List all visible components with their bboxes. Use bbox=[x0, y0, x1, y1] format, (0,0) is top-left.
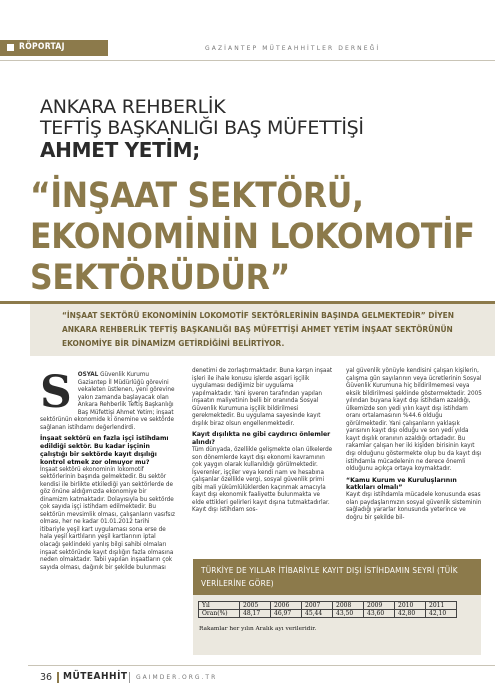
table-cell: 46,97 bbox=[271, 610, 302, 618]
data-table bbox=[198, 601, 457, 618]
headline-line-2: TEFTİŞ BAŞKANLIĞI BAŞ MÜFETTİŞİ bbox=[40, 117, 364, 139]
website-link[interactable]: GAIMDER.ORG.TR bbox=[136, 674, 218, 681]
footer-separator bbox=[129, 672, 130, 683]
table-cell: 43,60 bbox=[364, 610, 395, 618]
question-1: İnşaat sektörü en fazla işçi istihdamı edildiği sektör. Bu kadar işçinin çalıştığı bir sektörde kayıt dışılığı kontrol etmek zor olmuyor mu? bbox=[40, 435, 169, 466]
article-column-3 bbox=[346, 368, 482, 522]
table-cell: 45,44 bbox=[302, 610, 333, 618]
table-cell: 2011 bbox=[426, 602, 457, 610]
question-2: Kayıt dışılıkta ne gibi caydırıcı önlemler alındı? bbox=[192, 431, 331, 447]
table-cell: 2005 bbox=[240, 602, 271, 610]
headline-line-1: ANKARA REHBERLİK bbox=[40, 96, 226, 118]
page-number: 36 bbox=[40, 672, 53, 683]
footer-divider bbox=[28, 665, 495, 666]
lead-text: “İNŞAAT SEKTÖRÜ EKONOMİNİN LOKOMOTİF SEKTÖRLERİNİN BAŞINDA GELMEKTEDİR” DİYEN ANKARA REHBERLİK TEFTİŞ BAŞKANLIĞI BAŞ MÜFETTİŞİ AHMET YETİM İNŞAAT SEKTÖRÜNÜN EKONOMİYE BİR DİNAMİZM GETİRDİĞİNİ BELİRTİYOR. bbox=[62, 310, 454, 348]
answer-2: Tüm dünyada, özellikle gelişmekte olan ülkelerde son dönemlerde kayıt dışı ekonomi kavramının çok yaygın olarak kullanıldığı görülmektedir. İşverenler, işçiler veya kendi nam ve hesabına çalışanlar özellikle vergi, sosyal güvenlik primi gibi mali yükümlülüklerden kaçınmak amacıyla kayıt dışı ekonomik faaliyette bulunmakta ve elde ettikleri gelirleri kayıt dışına tutmaktadırlar. Kayıt dışı istihdam sos- bbox=[192, 446, 333, 514]
article-column-1 bbox=[40, 367, 176, 572]
section-tag bbox=[0, 40, 108, 56]
lead-box bbox=[30, 304, 495, 356]
table-cell: 2010 bbox=[395, 602, 426, 610]
section-label: RÖPORTAJ bbox=[19, 42, 65, 52]
table-row bbox=[199, 610, 457, 618]
table-cell: 42,10 bbox=[426, 610, 457, 618]
table-cell: 2007 bbox=[302, 602, 333, 610]
intro-text: Güvenlik Kurumu Gaziantep İl Müdürlüğü görevini vekaleten üstlenen, yeni görevine yakın zamanda başlayacak olan Ankara Rehberlik Teftiş Başkanlığı Baş Müfettişi Ahmet Yetim; inşaat sektörünün ekonomide ki önemine ve sektörde sağlanan istihdamı değerlendirdi. bbox=[40, 372, 175, 431]
headline-quote: “İNŞAAT SEKTÖRÜ, EKONOMİNİN LOKOMOTİF SEKTÖRÜDÜR” bbox=[30, 176, 475, 298]
organization-name: GAZİANTEP MÜTEAHHİTLER DERNEĞİ bbox=[205, 45, 381, 52]
answer-1-continued: denetimi de zorlaştırmaktadır. Buna karşın inşaat işleri ile ihale konusu işlerde asgari işçilik uygulaması dediğimiz bir uygulama yapılmaktadır. Yani işveren tarafından yapılan inşaatın maliyetinin belli bir oranında Sosyal Güvenlik Kurumuna işçilik bildirilmesi gerekmektedir. Bu uygulama sayesinde kayıt dışılık biraz olsun engellenmektedir. bbox=[192, 368, 333, 427]
table-cell: Oran(%) bbox=[199, 610, 240, 618]
header-divider bbox=[0, 60, 495, 61]
table-note: Rakamlar her yılın Aralık ayı verileridir. bbox=[199, 626, 317, 632]
table-cell: 2008 bbox=[333, 602, 364, 610]
square-icon bbox=[7, 44, 14, 51]
table-row bbox=[199, 602, 457, 610]
subheading: “Kamu Kurum ve Kuruluşlarının katkıları olmalı” bbox=[346, 476, 457, 492]
intro-bold: OSYAL bbox=[77, 372, 99, 378]
table-title: TÜRKİYE DE YILLAR İTİBARİYLE KAYIT DIŞI İSTİHDAMIN SEYRİ (TÜİK VERİLERİNE GÖRE) bbox=[201, 565, 458, 588]
drop-cap: S bbox=[40, 367, 72, 418]
table-header bbox=[193, 559, 481, 595]
article-column-2 bbox=[192, 368, 334, 515]
table-cell: 2006 bbox=[271, 602, 302, 610]
headline-name: AHMET YETİM; bbox=[40, 138, 200, 162]
table-cell: 43,50 bbox=[333, 610, 364, 618]
table-cell: Yıl bbox=[199, 602, 240, 610]
answer-2-continued: yal güvenlik yönüyle kendisini çalışan kişilerin, çalışma gün sayılarının veya ücretlerinin Sosyal Güvenlik Kurumuna hiç bildirilmemesi veya eksik bildirilmesi şeklinde göstermektedir. 2005 yılından buyana kayıt dışı istihdam azaldığı, ülkemizde son yedi yılın kayıt dışı istihdam oranı ortalamasının %44.6 olduğu görülmektedir. Yani çalışanların yaklaşık yarısının kayıt dışı olduğu ve son yedi yılda kayıt dışılık oranının azaldığı ortadadır. Bu rakamlar çalışan her iki kişiden birisinin kayıt dışı olduğunu göstermekte olup bu da kayıt dışı istihdamla mücadelenin ne derece önemli olduğunu açıkça ortaya koymaktadır. bbox=[346, 368, 482, 473]
table-panel bbox=[193, 595, 481, 655]
answer-1: İnşaat sektörü ekonominin lokomotif sektörlerinin başında gelmektedir. Bu sektör kendisi ile birlikte etkilediği yan sektörlerde de göz önüne aldığımızda ekonomiye bir dinamizm katmaktadır. Dolayısıyla bu sektörde çok sayıda işçi istihdam edilmektedir. Bu sektörün mevsimlik olması, çalışanların vasıfsız olması, her ne kadar 01.01.2012 tarihi itibariyle yeşil kart uygulaması sona erse de hala yeşil kartlıların yeşil kartlarının iptal olacağı şeklindeki yanlış bilgi sahibi olmaları inşaat sektöründe kayıt dışılığın fazla olmasına neden olmaktadır. Tabii yapılan inşaatların çok sayıda olması, dağınık bir şekilde bulunması bbox=[40, 466, 175, 571]
answer-3: Kayıt dışı istihdamla mücadele konusunda esas olan paydaşlarımızın sosyal güvenlik sisteminin sağladığı yararlar konusunda yeterince ve doğru bir şekilde bil- bbox=[346, 492, 482, 521]
footer-separator bbox=[57, 672, 59, 683]
table-cell: 42,80 bbox=[395, 610, 426, 618]
table-cell: 48,17 bbox=[240, 610, 271, 618]
table-cell: 2009 bbox=[364, 602, 395, 610]
magazine-brand: MÜTEAHHİT bbox=[63, 671, 128, 682]
